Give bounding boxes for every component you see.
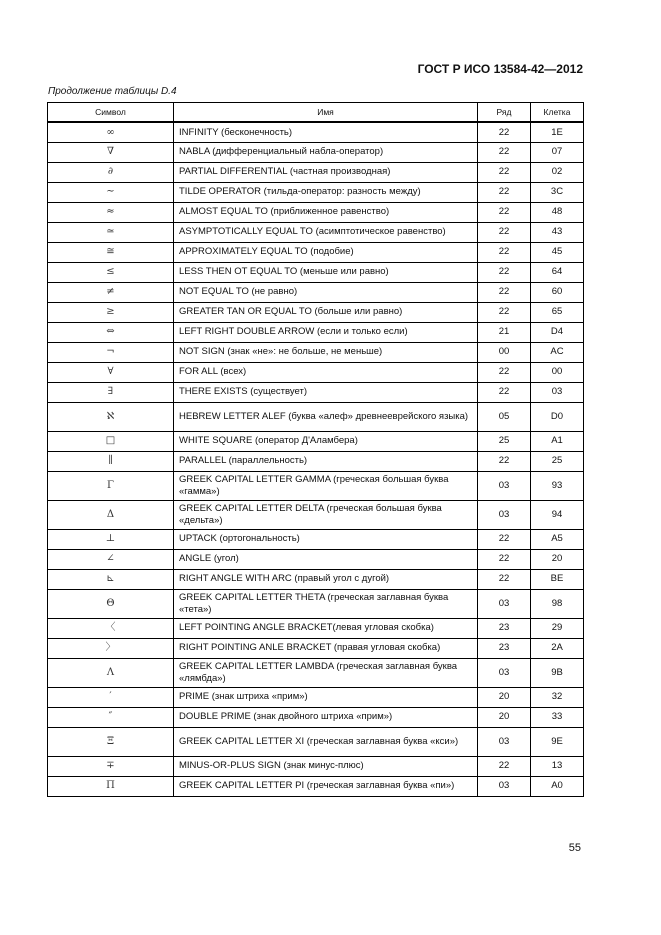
table-row bbox=[48, 569, 584, 589]
table-row bbox=[48, 342, 584, 362]
row-code: 23 bbox=[478, 638, 531, 658]
table-row bbox=[48, 727, 584, 756]
table-body bbox=[48, 122, 584, 796]
row-code: 03 bbox=[478, 500, 531, 529]
cell-code: 1E bbox=[531, 122, 584, 142]
symbol-glyph: ≥ bbox=[48, 302, 174, 322]
row-code: 03 bbox=[478, 589, 531, 618]
row-code: 22 bbox=[478, 122, 531, 142]
symbol-glyph: Δ bbox=[48, 500, 174, 529]
symbol-glyph: ∠ bbox=[48, 549, 174, 569]
symbol-name: GREEK CAPITAL LETTER THETA (греческая заглавная буква «тета») bbox=[174, 589, 478, 618]
symbol-glyph: 〈 bbox=[48, 618, 174, 638]
symbol-name: PARALLEL (параллельность) bbox=[174, 451, 478, 471]
row-code: 21 bbox=[478, 322, 531, 342]
cell-code: D4 bbox=[531, 322, 584, 342]
row-code: 03 bbox=[478, 471, 531, 500]
row-code: 22 bbox=[478, 302, 531, 322]
table-row bbox=[48, 776, 584, 796]
cell-code: D0 bbox=[531, 402, 584, 431]
cell-code: A5 bbox=[531, 529, 584, 549]
table-row bbox=[48, 431, 584, 451]
table-row bbox=[48, 756, 584, 776]
cell-code: 25 bbox=[531, 451, 584, 471]
cell-code: A0 bbox=[531, 776, 584, 796]
cell-code: 20 bbox=[531, 549, 584, 569]
cell-code: 45 bbox=[531, 242, 584, 262]
table-row bbox=[48, 242, 584, 262]
symbol-name: NOT SIGN (знак «не»: не больше, не меньше) bbox=[174, 342, 478, 362]
row-code: 22 bbox=[478, 451, 531, 471]
symbol-name: APPROXIMATELY EQUAL TO (подобие) bbox=[174, 242, 478, 262]
table-row bbox=[48, 402, 584, 431]
symbol-glyph: ∃ bbox=[48, 382, 174, 402]
symbol-glyph: Π bbox=[48, 776, 174, 796]
symbol-name: GREEK CAPITAL LETTER LAMBDA (греческая заглавная буква «лямбда») bbox=[174, 658, 478, 687]
symbol-glyph: ″ bbox=[48, 707, 174, 727]
table-row bbox=[48, 529, 584, 549]
row-code: 05 bbox=[478, 402, 531, 431]
column-header-name: Имя bbox=[174, 103, 478, 123]
cell-code: 33 bbox=[531, 707, 584, 727]
symbol-name: GREEK CAPITAL LETTER GAMMA (греческая большая буква «гамма») bbox=[174, 471, 478, 500]
row-code: 23 bbox=[478, 618, 531, 638]
table-row bbox=[48, 589, 584, 618]
cell-code: 43 bbox=[531, 222, 584, 242]
symbol-name: UPTACK (ортогональность) bbox=[174, 529, 478, 549]
table-row bbox=[48, 122, 584, 142]
symbol-name: ALMOST EQUAL TO (приближенное равенство) bbox=[174, 202, 478, 222]
symbol-name: LESS THEN OT EQUAL TO (меньше или равно) bbox=[174, 262, 478, 282]
row-code: 03 bbox=[478, 658, 531, 687]
table-row bbox=[48, 362, 584, 382]
symbol-glyph: ∞ bbox=[48, 122, 174, 142]
row-code: 22 bbox=[478, 202, 531, 222]
row-code: 22 bbox=[478, 262, 531, 282]
row-code: 22 bbox=[478, 142, 531, 162]
row-code: 22 bbox=[478, 222, 531, 242]
row-code: 22 bbox=[478, 756, 531, 776]
cell-code: 9E bbox=[531, 727, 584, 756]
row-code: 22 bbox=[478, 569, 531, 589]
table-row bbox=[48, 471, 584, 500]
symbol-name: LEFT POINTING ANGLE BRACKET(левая угловая скобка) bbox=[174, 618, 478, 638]
symbol-glyph: ¬ bbox=[48, 342, 174, 362]
symbol-name: RIGHT POINTING ANLE BRACKET (правая угловая скобка) bbox=[174, 638, 478, 658]
cell-code: 02 bbox=[531, 162, 584, 182]
table-row bbox=[48, 282, 584, 302]
cell-code: 3C bbox=[531, 182, 584, 202]
cell-code: 00 bbox=[531, 362, 584, 382]
symbol-glyph: □ bbox=[48, 431, 174, 451]
table-row bbox=[48, 382, 584, 402]
table-row bbox=[48, 142, 584, 162]
row-code: 22 bbox=[478, 529, 531, 549]
symbol-name: PRIME (знак штриха «прим») bbox=[174, 687, 478, 707]
row-code: 00 bbox=[478, 342, 531, 362]
row-code: 25 bbox=[478, 431, 531, 451]
symbol-glyph: ⊥ bbox=[48, 529, 174, 549]
symbol-glyph: Λ bbox=[48, 658, 174, 687]
table-row bbox=[48, 658, 584, 687]
symbol-glyph: ≠ bbox=[48, 282, 174, 302]
symbol-glyph: ⊾ bbox=[48, 569, 174, 589]
cell-code: 07 bbox=[531, 142, 584, 162]
symbol-name: GREEK CAPITAL LETTER XI (греческая заглавная буква «кси») bbox=[174, 727, 478, 756]
table-row bbox=[48, 202, 584, 222]
table-row bbox=[48, 549, 584, 569]
table-row bbox=[48, 182, 584, 202]
cell-code: 13 bbox=[531, 756, 584, 776]
cell-code: 03 bbox=[531, 382, 584, 402]
symbol-glyph: ⇔ bbox=[48, 322, 174, 342]
page-number: 55 bbox=[568, 842, 581, 854]
symbol-name: LEFT RIGHT DOUBLE ARROW (если и только если) bbox=[174, 322, 478, 342]
column-header-row: Ряд bbox=[478, 103, 531, 123]
symbol-name: ASYMPTOTICALLY EQUAL TO (асимптотическое равенство) bbox=[174, 222, 478, 242]
symbol-glyph: ≈ bbox=[48, 202, 174, 222]
symbol-name: NOT EQUAL TO (не равно) bbox=[174, 282, 478, 302]
row-code: 03 bbox=[478, 727, 531, 756]
table-header-row bbox=[48, 103, 584, 123]
row-code: 22 bbox=[478, 162, 531, 182]
column-header-cell: Клетка bbox=[531, 103, 584, 123]
row-code: 22 bbox=[478, 382, 531, 402]
table-row bbox=[48, 222, 584, 242]
column-header-symbol: Символ bbox=[48, 103, 174, 123]
symbol-glyph: Θ bbox=[48, 589, 174, 618]
symbol-glyph: ′ bbox=[48, 687, 174, 707]
cell-code: BE bbox=[531, 569, 584, 589]
cell-code: 2A bbox=[531, 638, 584, 658]
symbol-name: GREEK CAPITAL LETTER PI (греческая заглавная буква «пи») bbox=[174, 776, 478, 796]
table-row bbox=[48, 618, 584, 638]
symbol-glyph: ∀ bbox=[48, 362, 174, 382]
cell-code: 64 bbox=[531, 262, 584, 282]
symbol-name: NABLA (дифференциальный набла-оператор) bbox=[174, 142, 478, 162]
cell-code: 65 bbox=[531, 302, 584, 322]
table-row bbox=[48, 451, 584, 471]
symbol-name: DOUBLE PRIME (знак двойного штриха «прим») bbox=[174, 707, 478, 727]
symbol-name: GREATER TAN OR EQUAL TO (больше или равно) bbox=[174, 302, 478, 322]
symbol-name: WHITE SQUARE (оператор Д'Аламбера) bbox=[174, 431, 478, 451]
row-code: 20 bbox=[478, 687, 531, 707]
row-code: 22 bbox=[478, 182, 531, 202]
symbol-glyph: ≤ bbox=[48, 262, 174, 282]
symbol-name: PARTIAL DIFFERENTIAL (частная производная) bbox=[174, 162, 478, 182]
symbol-name: INFINITY (бесконечность) bbox=[174, 122, 478, 142]
symbol-glyph: ℵ bbox=[48, 402, 174, 431]
symbol-glyph: ≃ bbox=[48, 222, 174, 242]
cell-code: 32 bbox=[531, 687, 584, 707]
symbol-name: TILDE OPERATOR (тильда-оператор: разность между) bbox=[174, 182, 478, 202]
symbol-glyph: ∓ bbox=[48, 756, 174, 776]
symbol-glyph: ∇ bbox=[48, 142, 174, 162]
row-code: 22 bbox=[478, 242, 531, 262]
table-row bbox=[48, 262, 584, 282]
cell-code: 9B bbox=[531, 658, 584, 687]
symbol-table bbox=[47, 102, 584, 797]
symbol-glyph: ∂ bbox=[48, 162, 174, 182]
row-code: 22 bbox=[478, 362, 531, 382]
symbol-glyph: ≅ bbox=[48, 242, 174, 262]
cell-code: 29 bbox=[531, 618, 584, 638]
symbol-name: HEBREW LETTER ALEF (буква «алеф» древнееврейского языка) bbox=[174, 402, 478, 431]
table-row bbox=[48, 638, 584, 658]
table-row bbox=[48, 302, 584, 322]
symbol-name: FOR ALL (всех) bbox=[174, 362, 478, 382]
cell-code: 93 bbox=[531, 471, 584, 500]
table-row bbox=[48, 687, 584, 707]
symbol-name: MINUS-OR-PLUS SIGN (знак минус-плюс) bbox=[174, 756, 478, 776]
cell-code: 48 bbox=[531, 202, 584, 222]
table-caption: Продолжение таблицы D.4 bbox=[48, 86, 177, 97]
row-code: 22 bbox=[478, 282, 531, 302]
symbol-name: RIGHT ANGLE WITH ARC (правый угол с дугой) bbox=[174, 569, 478, 589]
table-row bbox=[48, 162, 584, 182]
table-row bbox=[48, 322, 584, 342]
table-row bbox=[48, 707, 584, 727]
symbol-name: ANGLE (угол) bbox=[174, 549, 478, 569]
symbol-name: GREEK CAPITAL LETTER DELTA (греческая большая буква «дельта») bbox=[174, 500, 478, 529]
row-code: 03 bbox=[478, 776, 531, 796]
symbol-name: THERE EXISTS (существует) bbox=[174, 382, 478, 402]
symbol-glyph: Ξ bbox=[48, 727, 174, 756]
document-code: ГОСТ Р ИСО 13584-42—2012 bbox=[417, 62, 583, 76]
cell-code: 60 bbox=[531, 282, 584, 302]
cell-code: AC bbox=[531, 342, 584, 362]
table-row bbox=[48, 500, 584, 529]
symbol-glyph: 〉 bbox=[48, 638, 174, 658]
symbol-glyph: Γ bbox=[48, 471, 174, 500]
cell-code: 98 bbox=[531, 589, 584, 618]
cell-code: 94 bbox=[531, 500, 584, 529]
cell-code: A1 bbox=[531, 431, 584, 451]
symbol-glyph: ∼ bbox=[48, 182, 174, 202]
row-code: 20 bbox=[478, 707, 531, 727]
symbol-glyph: ∥ bbox=[48, 451, 174, 471]
row-code: 22 bbox=[478, 549, 531, 569]
